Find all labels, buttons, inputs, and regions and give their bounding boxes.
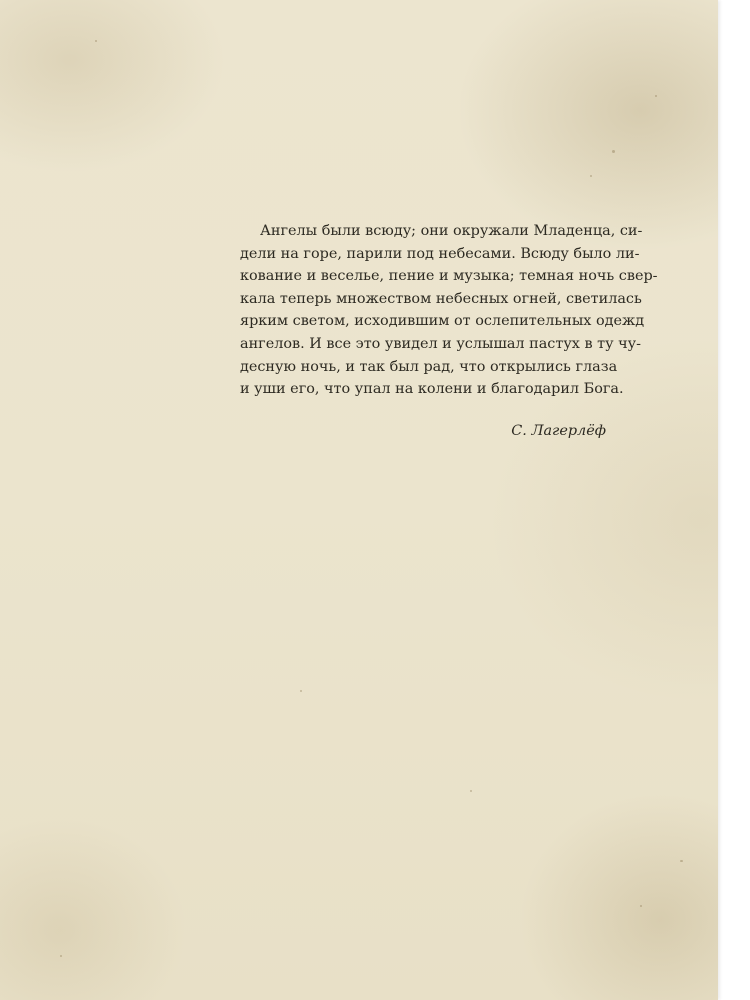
quote-line: десную ночь, и так был рад, что открылись глаза [240, 358, 618, 375]
paper-speck [612, 150, 615, 153]
quote-line: Ангелы были всюду; они окружали Младенца, си- [260, 223, 643, 239]
quote-line: дели на горе, парили под небесами. Всюду было ли- [240, 245, 640, 262]
quote-line: и уши его, что упал на колени и благодарил Бога. [240, 381, 624, 398]
paper-speck [655, 95, 657, 97]
paper-speck [590, 175, 592, 177]
quote-line: ангелов. И все это увидел и услышал пастух в ту чу- [240, 335, 642, 352]
paper-speck [300, 690, 302, 692]
paper-speck [60, 955, 62, 957]
quote-author: С. Лагерлёф [511, 423, 606, 439]
paper-speck [95, 40, 97, 42]
paper-speck [680, 860, 683, 862]
paper-speck [640, 905, 642, 907]
quote-line: ярким светом, исходившим от ослепительных одежд [240, 313, 645, 330]
paper-speck [470, 790, 472, 792]
quote-paragraph [240, 220, 658, 401]
quote-line: кование и веселье, пение и музыка; темная ночь свер- [240, 268, 658, 285]
quote-line: кала теперь множеством небесных огней, светилась [240, 290, 642, 307]
